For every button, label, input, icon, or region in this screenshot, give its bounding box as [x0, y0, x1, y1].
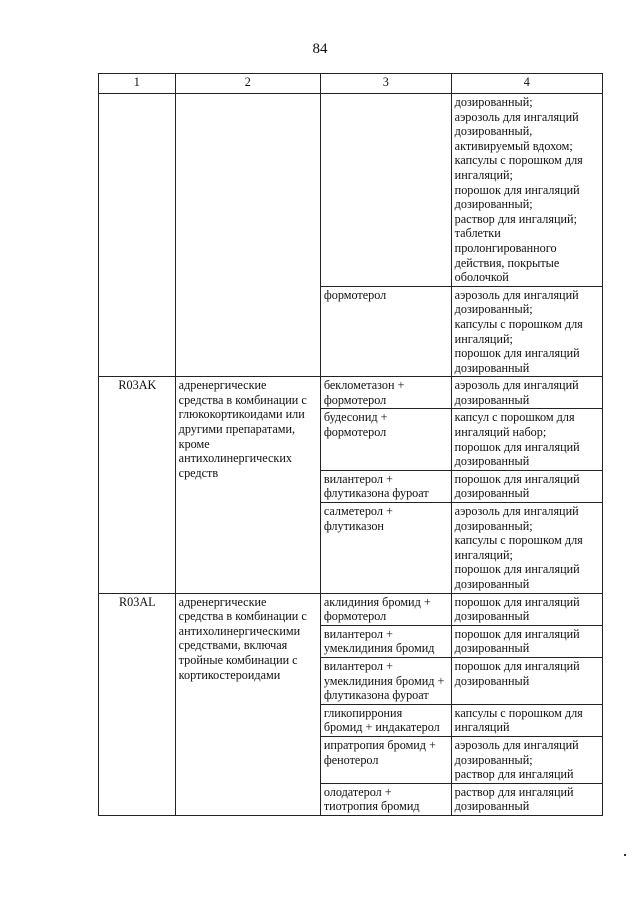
- dosage-form-line: оболочкой: [454, 270, 509, 285]
- dosage-form-line: раствор для ингаляций;: [454, 211, 577, 226]
- drug-name-line: формотерол: [323, 392, 387, 407]
- drug-name-cell: [320, 625, 451, 657]
- drug-name-line: умеклидиния бромид +: [323, 673, 445, 688]
- drug-name-cell: [320, 736, 451, 783]
- dosage-form-cell: [451, 736, 602, 783]
- dosage-form-line: порошок для ингаляций: [454, 471, 580, 486]
- drug-name-line: олодатерол +: [323, 784, 392, 799]
- group-description-cell: [175, 377, 320, 593]
- drug-name-cell: [320, 470, 451, 502]
- dosage-form-line: аэрозоль для ингаляций: [454, 378, 579, 393]
- dosage-form-line: активируемый вдохом;: [454, 138, 573, 153]
- drug-name-line: формотерол: [323, 287, 387, 302]
- scan-mark: [624, 854, 626, 856]
- drug-name-line: гликопиррония: [323, 705, 403, 720]
- dosage-form-line: порошок для ингаляций: [454, 562, 580, 577]
- drug-name-line: салметерол +: [323, 504, 393, 519]
- atc-code-cell: R03AK: [99, 377, 176, 593]
- description-line: тройные комбинации с: [178, 652, 298, 667]
- drug-name-line: формотерол: [323, 609, 387, 624]
- dosage-form-line: дозированный: [454, 609, 530, 624]
- atc-code-cell: R03AL: [99, 593, 176, 815]
- dosage-form-line: дозированный: [454, 360, 530, 375]
- drug-name-cell: [320, 94, 451, 287]
- dosage-form-line: аэрозоль для ингаляций: [454, 737, 579, 752]
- table-row: [99, 377, 603, 409]
- dosage-form-line: капсулы с порошком для: [454, 316, 583, 331]
- drug-name-cell: [320, 657, 451, 704]
- dosage-form-line: ингаляций;: [454, 167, 513, 182]
- dosage-form-line: дозированный;: [454, 302, 533, 317]
- column-header: 3: [320, 74, 451, 94]
- dosage-form-line: дозированный;: [454, 197, 533, 212]
- table-body: [99, 94, 603, 816]
- drug-name-cell: [320, 593, 451, 625]
- description-line: глюкокортикоидами или: [178, 407, 305, 422]
- drug-name-line: беклометазон +: [323, 378, 405, 393]
- dosage-form-line: капсулы с порошком для: [454, 705, 583, 720]
- dosage-form-line: порошок для ингаляций: [454, 439, 580, 454]
- drug-name-line: ипратропия бромид +: [323, 737, 436, 752]
- dosage-form-cell: [451, 783, 602, 815]
- dosage-form-line: порошок для ингаляций: [454, 626, 580, 641]
- dosage-form-cell: [451, 625, 602, 657]
- dosage-form-line: дозированный;: [454, 95, 533, 109]
- dosage-form-line: дозированный: [454, 641, 530, 656]
- dosage-form-line: капсулы с порошком для: [454, 153, 583, 168]
- dosage-form-cell: [451, 470, 602, 502]
- group-description-cell: [175, 94, 320, 377]
- group-description-cell: [175, 593, 320, 815]
- dosage-form-line: аэрозоль для ингаляций: [454, 504, 579, 519]
- drug-name-cell: [320, 377, 451, 409]
- dosage-form-line: аэрозоль для ингаляций: [454, 287, 579, 302]
- dosage-form-cell: [451, 94, 602, 287]
- description-line: кортикостероидами: [178, 667, 281, 682]
- dosage-form-line: дозированный,: [454, 124, 533, 139]
- dosage-form-cell: [451, 409, 602, 470]
- drug-name-line: умеклидиния бромид: [323, 641, 435, 656]
- column-header: 4: [451, 74, 602, 94]
- page-number: 84: [312, 41, 328, 57]
- drug-name-line: вилантерол +: [323, 626, 393, 641]
- drug-name-line: бромид + индакатерол: [323, 720, 440, 735]
- dosage-form-cell: [451, 377, 602, 409]
- description-line: кроме: [178, 436, 210, 451]
- dosage-form-line: порошок для ингаляций: [454, 658, 580, 673]
- drug-name-cell: [320, 409, 451, 470]
- drug-name-cell: [320, 503, 451, 594]
- drug-table: [98, 73, 603, 816]
- drug-name-line: флутиказон: [323, 518, 384, 533]
- drug-name-cell: [320, 286, 451, 377]
- dosage-form-line: порошок для ингаляций: [454, 182, 580, 197]
- description-line: антихолинергическими: [178, 623, 301, 638]
- dosage-form-line: порошок для ингаляций: [454, 346, 580, 361]
- dosage-form-line: дозированный: [454, 577, 530, 591]
- drug-name-line: формотерол: [323, 425, 387, 440]
- dosage-form-line: дозированный: [454, 673, 530, 688]
- dosage-form-line: раствор для ингаляций: [454, 767, 574, 782]
- dosage-form-line: порошок для ингаляций: [454, 594, 580, 609]
- description-line: средства в комбинации с: [178, 392, 307, 407]
- header-row: [99, 74, 603, 94]
- description-line: адренергические: [178, 594, 267, 609]
- dosage-form-line: раствор для ингаляций: [454, 784, 574, 799]
- dosage-form-cell: [451, 286, 602, 377]
- drug-name-line: фенотерол: [323, 752, 379, 767]
- drug-name-line: аклидиния бромид +: [323, 594, 431, 609]
- table-row: [99, 94, 603, 287]
- dosage-form-line: таблетки: [454, 226, 501, 241]
- dosage-form-line: дозированный;: [454, 752, 533, 767]
- dosage-form-line: ингаляций набор;: [454, 425, 547, 440]
- dosage-form-cell: [451, 503, 602, 594]
- drug-name-line: флутиказона фуроат: [323, 688, 429, 703]
- dosage-form-line: пролонгированного: [454, 240, 557, 255]
- drug-name-line: будесонид +: [323, 410, 388, 425]
- drug-name-line: вилантерол +: [323, 471, 393, 486]
- dosage-form-cell: [451, 704, 602, 736]
- drug-name-line: флутиказона фуроат: [323, 486, 429, 501]
- dosage-form-cell: [451, 593, 602, 625]
- description-line: средствами, включая: [178, 638, 288, 653]
- dosage-form-line: дозированный;: [454, 518, 533, 533]
- dosage-form-line: ингаляций;: [454, 547, 513, 562]
- dosage-form-line: ингаляций: [454, 720, 510, 735]
- dosage-form-line: капсулы с порошком для: [454, 533, 583, 548]
- drug-name-cell: [320, 704, 451, 736]
- drug-name-cell: [320, 783, 451, 815]
- drug-name-line: тиотропия бромид: [323, 799, 420, 814]
- column-header: 2: [175, 74, 320, 94]
- dosage-form-line: капсул с порошком для: [454, 410, 575, 425]
- dosage-form-line: аэрозоль для ингаляций: [454, 109, 579, 124]
- drug-name-line: вилантерол +: [323, 658, 393, 673]
- description-line: средств: [178, 465, 219, 480]
- table-row: [99, 593, 603, 625]
- dosage-form-line: дозированный: [454, 454, 530, 469]
- description-line: антихолинергических: [178, 451, 292, 466]
- column-header: 1: [99, 74, 176, 94]
- dosage-form-line: дозированный: [454, 799, 530, 814]
- dosage-form-cell: [451, 657, 602, 704]
- dosage-form-line: дозированный: [454, 392, 530, 407]
- dosage-form-line: ингаляций;: [454, 331, 513, 346]
- atc-code-cell: [99, 94, 176, 377]
- description-line: другими препаратами,: [178, 422, 296, 437]
- dosage-form-line: дозированный: [454, 486, 530, 501]
- description-line: средства в комбинации с: [178, 609, 307, 624]
- description-line: адренергические: [178, 378, 267, 393]
- dosage-form-line: действия, покрытые: [454, 255, 560, 270]
